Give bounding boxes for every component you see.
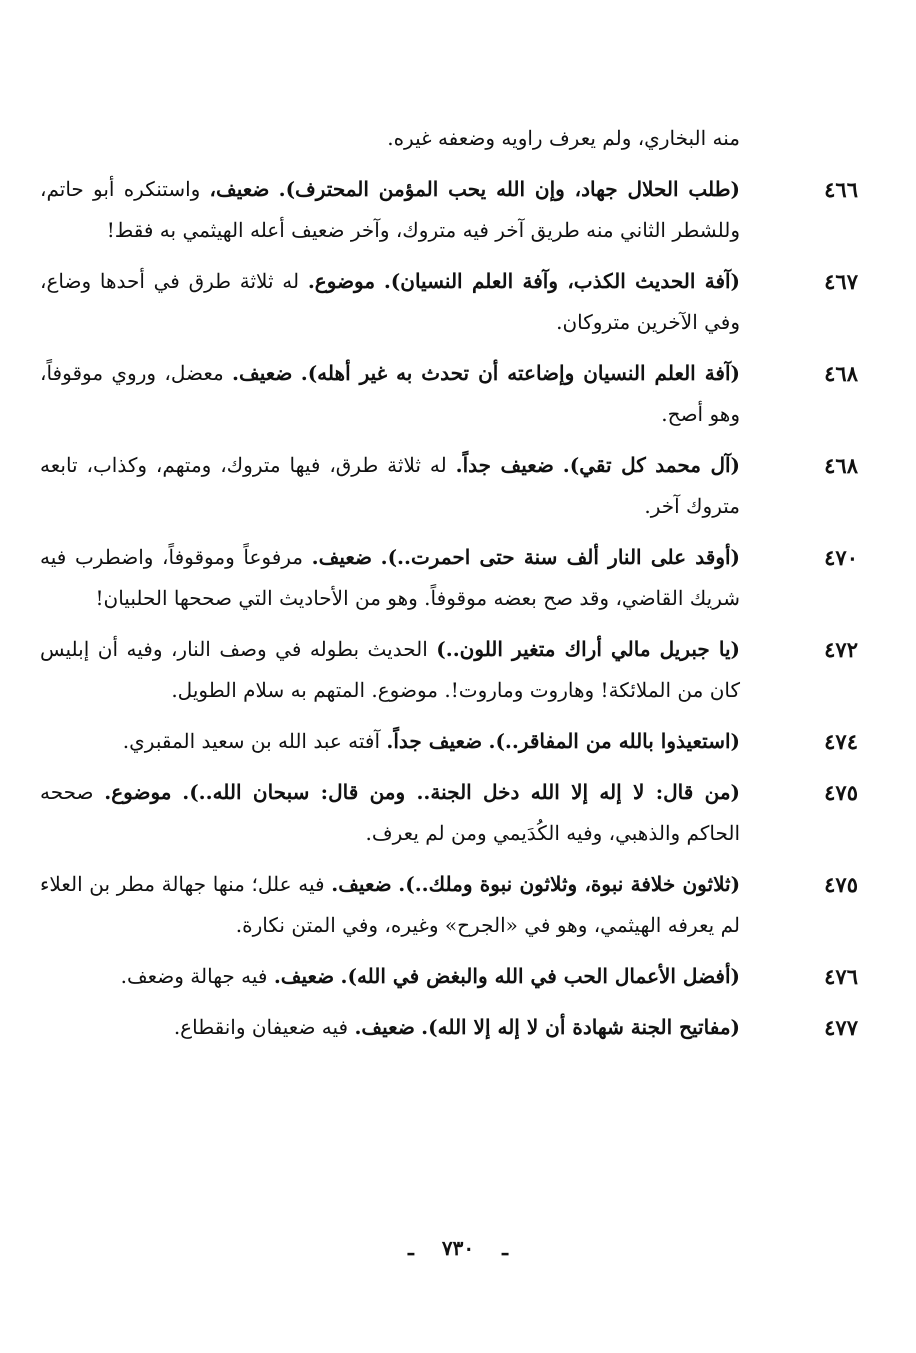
entry-number: ٤٦٨ — [824, 453, 858, 478]
entry-text — [40, 1007, 800, 1048]
entry-number: ٤٧٠ — [824, 545, 858, 570]
hadith-text: (أوقد على النار ألف سنة حتى احمرت..). — [380, 545, 741, 569]
entry-text — [40, 353, 800, 435]
grade-label: موضوع. — [307, 269, 376, 293]
entry-text — [40, 169, 800, 251]
entry-text — [40, 445, 800, 527]
entry-number: ٤٧٥ — [824, 780, 858, 805]
entry-number: ٤٦٧ — [824, 269, 858, 294]
hadith-entry — [40, 261, 858, 343]
commentary: له ثلاثة طرق، فيها متروك، ومتهم، وكذاب، تابعه متروك آخر. — [40, 453, 740, 518]
grade-label: موضوع. — [104, 780, 172, 804]
entry-text — [40, 956, 800, 997]
hadith-entry — [40, 537, 858, 619]
entry-number: ٤٦٦ — [824, 177, 858, 202]
hadith-text: (استعيذوا بالله من المفاقر..). — [488, 729, 740, 753]
commentary: فيه علل؛ منها جهالة مطر بن العلاء لم يعرفه الهيثمي، وهو في «الجرح» وغيره، وفي المتن نكارة. — [40, 872, 740, 937]
hadith-entry — [40, 445, 858, 527]
hadith-text: (طلب الحلال جهاد، وإن الله يحب المؤمن المحترف). — [278, 177, 741, 201]
commentary: فيه جهالة وضعف. — [120, 964, 268, 988]
entry-number: ٤٦٨ — [824, 361, 858, 386]
entry-number: ٤٧٥ — [824, 872, 858, 897]
commentary: الحديث بطوله في وصف النار، وفيه أن إبليس كان من الملائكة! وهاروت وماروت!. موضوع. المتهم به سلام الطويل. — [40, 637, 740, 702]
hadith-entry — [40, 956, 858, 997]
commentary: فيه ضعيفان وانقطاع. — [173, 1015, 349, 1039]
hadith-entry — [40, 772, 858, 854]
commentary: معضل، وروي موقوفاً، وهو أصح. — [40, 361, 740, 426]
commentary: له ثلاثة طرق في أحدها وضاع، وفي الآخرين متروكان. — [40, 269, 740, 334]
entry-number: ٤٧٦ — [824, 964, 858, 989]
entry-text — [40, 864, 800, 946]
grade-label: ضعيف. — [273, 964, 335, 988]
hadith-text: (ثلاثون خلافة نبوة، وثلاثون نبوة وملك..). — [398, 872, 741, 896]
grade-label: ضعيف جداً. — [455, 453, 554, 477]
dash-left: ـ — [502, 1236, 508, 1260]
hadith-entry — [40, 353, 858, 435]
hadith-text: (آفة العلم النسيان وإضاعته أن تحدث به غير أهله). — [300, 361, 740, 385]
entry-number: ٤٧٤ — [824, 729, 858, 754]
grade-label: ضعيف. — [311, 545, 372, 569]
entry-text — [40, 537, 800, 619]
hadith-entry — [40, 864, 858, 946]
entry-number: ٤٧٧ — [824, 1015, 858, 1040]
entry-text — [40, 721, 800, 762]
page-footer — [0, 1236, 916, 1260]
page-number: ٧٣٠ — [441, 1236, 475, 1260]
commentary: واستنكره أبو حاتم، وللشطر الثاني منه طريق آخر فيه متروك، وآخر ضعيف أعله الهيثمي به فقط! — [40, 177, 740, 242]
hadith-text: (آل محمد كل تقي). — [562, 453, 741, 477]
grade-label: ضعيف. — [354, 1015, 415, 1039]
grade-label: ضعيف، — [209, 177, 270, 201]
entry-text — [40, 261, 800, 343]
hadith-entry — [40, 169, 858, 251]
entry-text — [40, 772, 800, 854]
hadith-entry — [40, 721, 858, 762]
grade-label: ضعيف جداً. — [386, 729, 483, 753]
hadith-text: (أفضل الأعمال الحب في الله والبغض في الله). — [340, 964, 740, 988]
entry-number: ٤٧٢ — [824, 637, 858, 662]
commentary: صححه الحاكم والذهبي، وفيه الكُدَيمي ومن لم يعرف. — [40, 780, 740, 845]
commentary: مرفوعاً وموقوفاً، واضطرب فيه شريك القاضي، وقد صح بعضه موقوفاً. وهو من الأحاديث التي صححها الحلبيان! — [40, 545, 740, 610]
grade-label: ضعيف. — [331, 872, 392, 896]
commentary: آفته عبد الله بن سعيد المقبري. — [122, 729, 381, 753]
page-body — [40, 118, 858, 1058]
hadith-entry — [40, 1007, 858, 1048]
continued-paragraph: منه البخاري، ولم يعرف راويه وضعفه غيره. — [387, 126, 740, 150]
hadith-text: (مفاتيح الجنة شهادة أن لا إله إلا الله). — [421, 1015, 740, 1039]
hadith-text: (من قال: لا إله إلا الله دخل الجنة.. ومن قال: سبحان الله..). — [182, 780, 741, 804]
hadith-text: (آفة الحديث الكذب، وآفة العلم النسيان). — [383, 269, 741, 293]
grade-label: ضعيف. — [232, 361, 293, 385]
hadith-entry — [40, 629, 858, 711]
entry-text — [40, 629, 800, 711]
dash-right: ـ — [408, 1236, 414, 1260]
hadith-text: (يا جبريل مالي أراك متغير اللون..) — [436, 637, 740, 661]
